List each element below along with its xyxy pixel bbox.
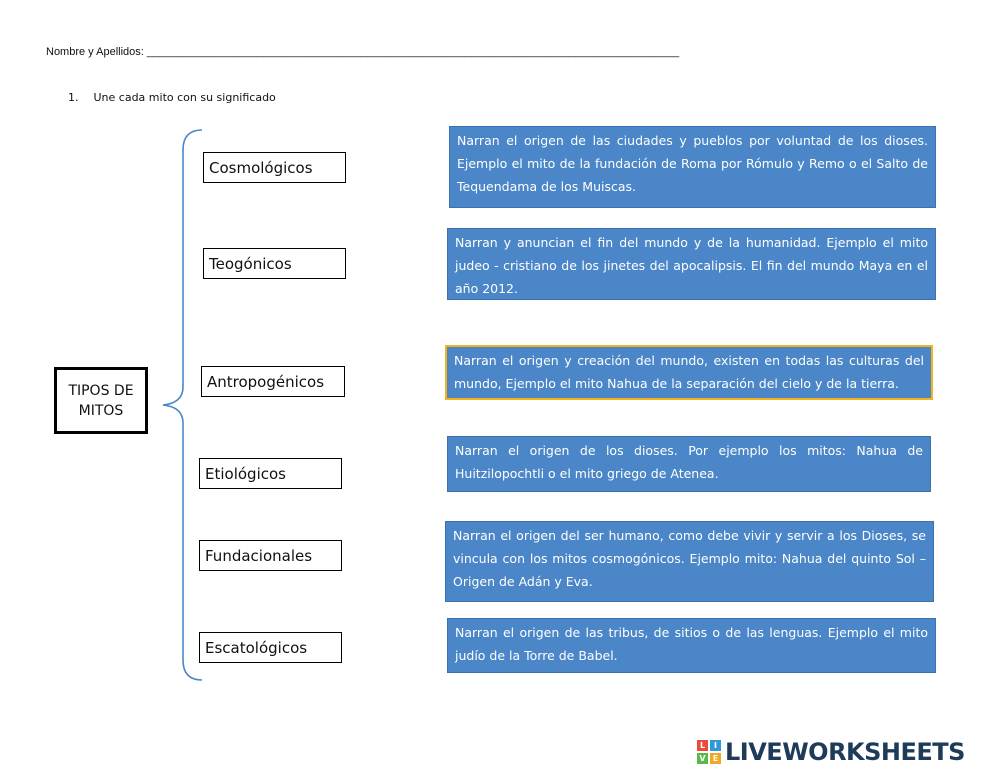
type-box-etiologicos[interactable] — [199, 458, 342, 489]
definition-box-6[interactable]: Narran el origen de las tribus, de sitios o de las lenguas. Ejemplo el mito judío de la Torre de Babel. — [447, 618, 936, 673]
instruction-number: 1. — [68, 91, 79, 104]
type-label: Antropogénicos — [207, 372, 325, 391]
type-label: Escatológicos — [205, 638, 308, 657]
instruction — [68, 91, 276, 104]
liveworksheets-logo — [697, 736, 965, 768]
definition-box-1[interactable]: Narran el origen de las ciudades y pueblos por voluntad de los dioses. Ejemplo el mito de la fundación de Roma por Rómulo y Remo o el Salto de Tequendama de los Muiscas. — [449, 126, 936, 208]
instruction-text: Une cada mito con su significado — [93, 91, 276, 104]
definition-box-3[interactable]: Narran el origen y creación del mundo, existen en todas las culturas del mundo, Ejemplo el mito Nahua de la separación del cielo y de la tierra. — [445, 345, 933, 400]
type-box-escatologicos[interactable] — [199, 632, 342, 663]
type-box-cosmologicos[interactable] — [203, 152, 346, 183]
type-label: Etiológicos — [205, 464, 286, 483]
definition-box-4[interactable]: Narran el origen de los dioses. Por ejemplo los mitos: Nahua de Huitzilopochtli o el mito griego de Atenea. — [447, 436, 931, 492]
logo-text: LIVEWORKSHEETS — [725, 738, 965, 766]
logo-letter: I — [710, 740, 721, 751]
curly-brace — [155, 125, 205, 685]
definition-box-2[interactable]: Narran y anuncian el fin del mundo y de la humanidad. Ejemplo el mito judeo - cristiano de los jinetes del apocalipsis. El fin del mundo Maya en el año 2012. — [447, 228, 936, 300]
root-concept-box: TIPOS DE MITOS — [54, 367, 148, 434]
definition-box-5[interactable]: Narran el origen del ser humano, como debe vivir y servir a los Dioses, se vincula con los mitos cosmogónicos. Ejemplo mito: Nahua del quinto Sol – Origen de Adán y Eva. — [445, 521, 934, 602]
type-label: Cosmológicos — [209, 158, 313, 177]
type-box-fundacionales[interactable] — [199, 540, 342, 571]
name-field-label: Nombre y Apellidos: _______________________________________________________________________________________ — [46, 46, 680, 58]
logo-letter: L — [697, 740, 708, 751]
logo-letter: V — [697, 753, 708, 764]
type-box-antropogenicos[interactable] — [201, 366, 345, 397]
type-box-teogonicos[interactable] — [203, 248, 346, 279]
logo-letter: E — [710, 753, 721, 764]
logo-icon — [697, 740, 721, 764]
type-label: Teogónicos — [209, 254, 292, 273]
type-label: Fundacionales — [205, 546, 313, 565]
